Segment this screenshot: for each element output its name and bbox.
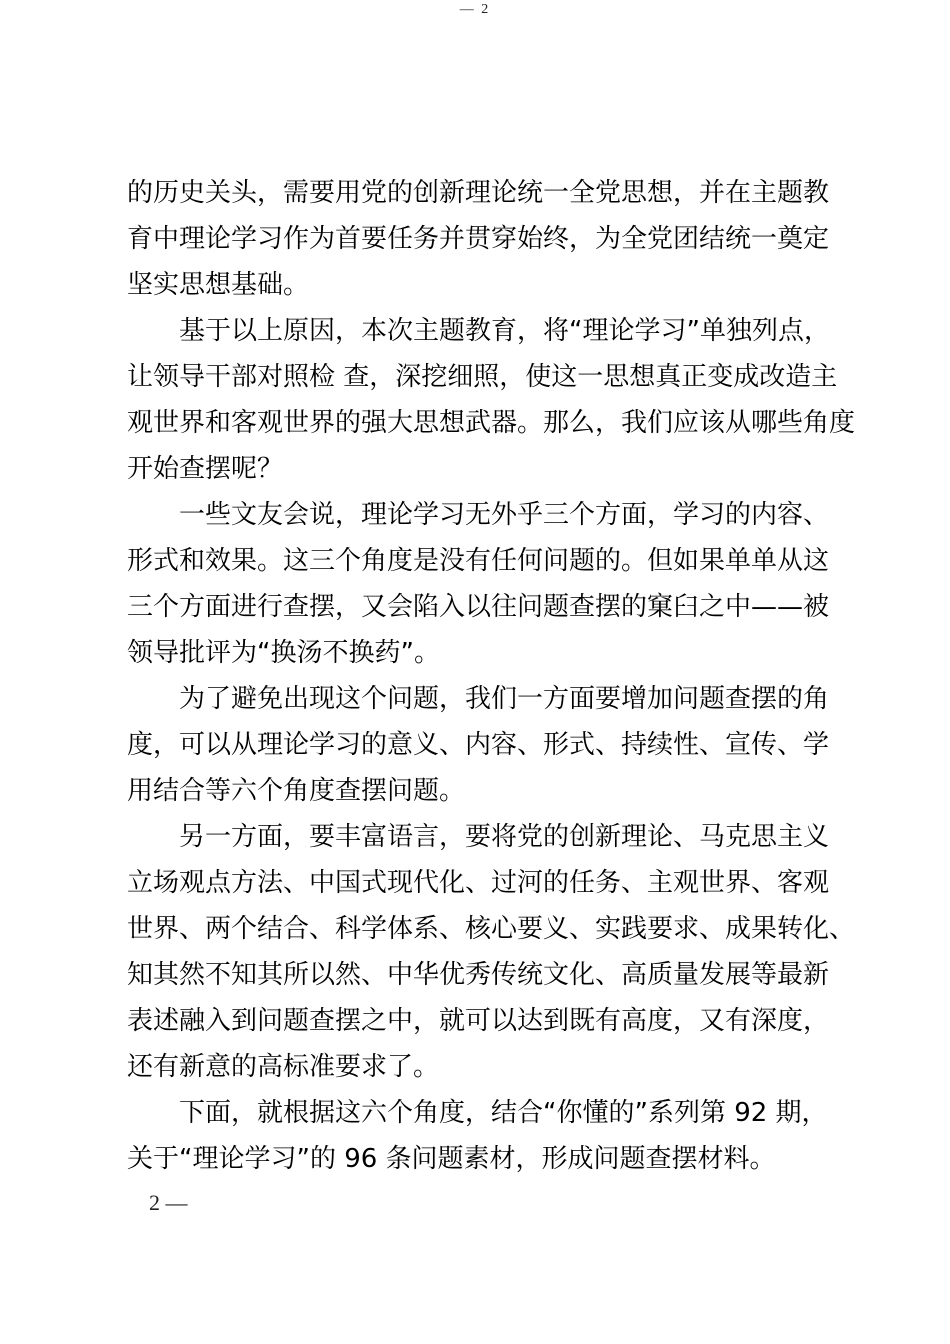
text-line: 领导批评为“换汤不换药”。 (127, 638, 440, 668)
text-line: 立场观点方法、中国式现代化、过河的任务、主观世界、客观 (127, 868, 830, 898)
text-line: 形式和效果。这三个角度是没有任何问题的。但如果单单从这 (127, 546, 830, 576)
text-line: 育中理论学习作为首要任务并贯穿始终，为全党团结统一奠定 (127, 224, 830, 254)
text-line: 三个方面进行查摆，又会陷入以往问题查摆的窠臼之中——被 (127, 592, 830, 622)
text-line: 的历史关头，需要用党的创新理论统一全党思想，并在主题教 (127, 178, 830, 208)
paragraph-start-line: 下面，就根据这六个角度，结合“你懂的”系列第 92 期， (179, 1098, 828, 1128)
paragraph-start-line: 为了避免出现这个问题，我们一方面要增加问题查摆的角 (179, 684, 830, 714)
text-line: 坚实思想基础。 (127, 270, 310, 300)
text-line: 表述融入到问题查摆之中，就可以达到既有高度，又有深度， (127, 1006, 830, 1036)
text-line: 开始查摆呢？ (127, 454, 284, 484)
paragraph-start-line: 一些文友会说，理论学习无外乎三个方面，学习的内容、 (179, 500, 830, 530)
paragraph-start-line: 另一方面，要丰富语言，要将党的创新理论、马克思主义 (179, 822, 830, 852)
text-line: 知其然不知其所以然、中华优秀传统文化、高质量发展等最新 (127, 960, 830, 990)
text-line: 还有新意的高标准要求了。 (127, 1052, 440, 1082)
text-line: 用结合等六个角度查摆问题。 (127, 776, 466, 806)
text-line: 度，可以从理论学习的意义、内容、形式、持续性、宣传、学 (127, 730, 830, 760)
text-line: 世界、两个结合、科学体系、核心要义、实践要求、成果转化、 (127, 914, 856, 944)
header-page-number: — 2 (459, 2, 491, 17)
text-line: 关于“理论学习”的 96 条问题素材，形成问题查摆材料。 (127, 1144, 776, 1174)
footer-page-number: 2 — (149, 1190, 188, 1215)
text-line: 让领导干部对照检 查，深挖细照，使这一思想真正变成改造主 (127, 362, 838, 392)
document-body (127, 170, 856, 1182)
paragraph-start-line: 基于以上原因，本次主题教育，将“理论学习”单独列点， (179, 316, 830, 346)
text-line: 观世界和客观世界的强大思想武器。那么，我们应该从哪些角度 (127, 408, 856, 438)
